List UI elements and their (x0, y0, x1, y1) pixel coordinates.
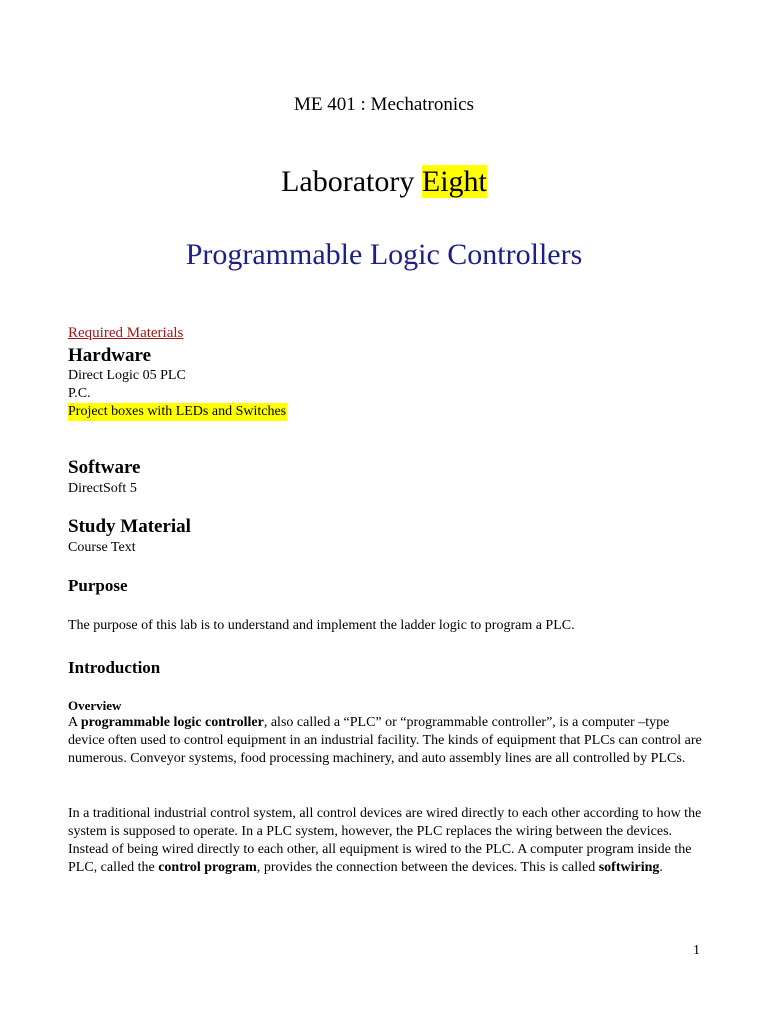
course-title: ME 401 : Mechatronics (294, 94, 474, 115)
intro-paragraph-2 (68, 805, 708, 877)
hardware-item: P.C. (68, 386, 91, 401)
text-run: , also called a “PLC” or “programmable controller”, is a computer –type device often used to control equipment in an industrial facility. The kinds of equipment that PLCs can control are numerous. Conveyor systems, food processing machinery, and auto assembly lines are all controlled by PLCs. (68, 715, 702, 766)
lab-title (0, 163, 768, 201)
required-materials-link[interactable]: Required Materials (68, 325, 184, 341)
bold-term: softwiring (598, 860, 660, 875)
text-run: , provides the connection between the devices. This is called (256, 860, 599, 875)
overview-heading: Overview (68, 698, 122, 713)
purpose-text: The purpose of this lab is to understand and implement the ladder logic to program a PLC. (68, 618, 575, 633)
introduction-heading: Introduction (68, 658, 161, 677)
hardware-heading: Hardware (68, 345, 152, 366)
lab-subtitle: Programmable Logic Controllers (185, 238, 583, 271)
software-heading: Software (68, 457, 141, 478)
software-item: DirectSoft 5 (68, 481, 137, 496)
study-material-item: Course Text (68, 540, 136, 555)
page-number: 1 (693, 943, 700, 958)
lab-title-prefix: Laboratory (281, 165, 422, 198)
bold-term: control program (158, 860, 257, 875)
text-run: . (659, 860, 663, 875)
text-run: In a traditional industrial control system, all control devices are wired directly to each other according to how the system is supposed to operate. In a PLC system, however, the PLC replaces the wiring between the devices. Instead of being wired directly to each other, all equipment is wired to the PLC. A computer program inside the PLC, called the (68, 806, 702, 875)
study-material-heading: Study Material (68, 516, 191, 537)
bold-term: programmable logic controller (80, 715, 264, 730)
lab-number-highlight: Eight (421, 165, 487, 198)
intro-paragraph-1 (68, 714, 708, 768)
text-run: A (68, 715, 81, 730)
purpose-heading: Purpose (68, 576, 128, 595)
hardware-item-highlighted: Project boxes with LEDs and Switches (68, 404, 287, 419)
hardware-item: Direct Logic 05 PLC (68, 368, 186, 383)
